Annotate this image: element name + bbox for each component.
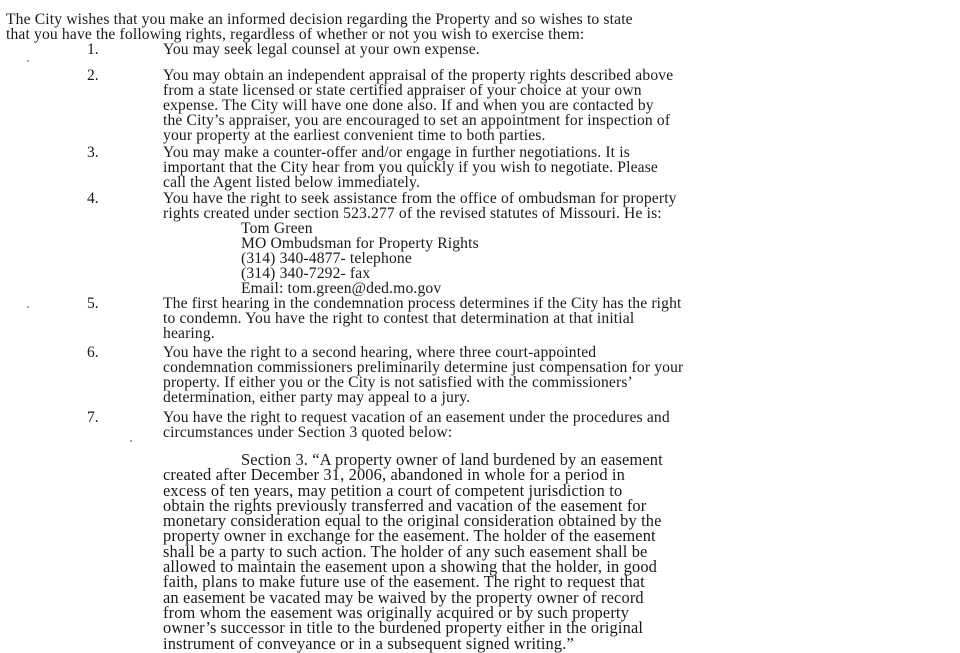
item-number: 5. bbox=[87, 295, 99, 312]
contact-title: MO Ombudsman for Property Rights bbox=[241, 235, 479, 252]
quote-line: allowed to maintain the easement upon a showing that the holder, in good bbox=[163, 557, 658, 577]
scan-speck bbox=[130, 440, 132, 442]
contact-fax: (314) 340-7292- fax bbox=[241, 265, 371, 282]
quote-line: Section 3. “A property owner of land burdened by an easement bbox=[241, 450, 663, 469]
quote-line: an easement be vacated may be waived by the property owner of record bbox=[163, 587, 644, 607]
item-text bbox=[163, 145, 953, 190]
section-3-quote bbox=[163, 452, 953, 651]
quote-line: shall be a party to such action. The holder of any such easement shall be bbox=[163, 541, 648, 561]
scan-speck bbox=[27, 306, 29, 308]
item-line: call the Agent listed below immediately. bbox=[163, 174, 421, 191]
item-line: You have the right to request vacation of an easement under the procedures and bbox=[163, 409, 670, 426]
item-line: rights created under section 523.277 of the revised statutes of Missouri. He is: bbox=[163, 205, 662, 222]
intro-line: that you have the following rights, regardless of whether or not you wish to exercise them: bbox=[6, 26, 585, 43]
item-number: 6. bbox=[87, 344, 99, 361]
item-line: condemnation commissioners preliminarily determine just compensation for your bbox=[163, 359, 684, 376]
item-line: circumstances under Section 3 quoted below: bbox=[163, 424, 453, 441]
item-number: 4. bbox=[87, 190, 99, 207]
scan-speck bbox=[27, 60, 29, 62]
item-text bbox=[163, 68, 953, 143]
quote-line: property owner in exchange for the easement. The holder of the easement bbox=[163, 526, 656, 546]
item-text bbox=[163, 410, 953, 440]
intro-line: The City wishes that you make an informed decision regarding the Property and so wishes to state bbox=[6, 11, 633, 28]
item-text bbox=[163, 296, 953, 341]
quote-line: from whom the easement was originally acquired or by such property bbox=[163, 602, 629, 622]
item-number: 7. bbox=[87, 409, 99, 426]
quote-line: owner’s successor in title to the burdened property either in the original bbox=[163, 618, 644, 638]
item-line: determination, either party may appeal to a jury. bbox=[163, 389, 471, 406]
contact-telephone: (314) 340-4877- telephone bbox=[241, 250, 412, 267]
intro-paragraph bbox=[6, 12, 956, 42]
item-text bbox=[163, 42, 953, 57]
item-line: important that the City hear from you quickly if you wish to negotiate. Please bbox=[163, 159, 659, 176]
item-number: 3. bbox=[87, 144, 99, 161]
item-line: your property at the earliest convenient time to both parties. bbox=[163, 127, 546, 144]
contact-email: Email: tom.green@ded.mo.gov bbox=[241, 280, 442, 297]
item-line: You have the right to a second hearing, where three court-appointed bbox=[163, 344, 597, 361]
item-text bbox=[163, 191, 953, 296]
quote-line: monetary consideration equal to the original consideration obtained by the bbox=[163, 511, 662, 531]
contact-name: Tom Green bbox=[241, 220, 313, 237]
item-line: to condemn. You have the right to contest that determination at that initial bbox=[163, 310, 635, 327]
item-line: You have the right to seek assistance from the office of ombudsman for property bbox=[163, 190, 677, 207]
item-text bbox=[163, 345, 953, 405]
quote-line: obtain the rights previously transferred and vacation of the easement for bbox=[163, 495, 647, 515]
item-line: the City’s appraiser, you are encouraged to set an appointment for inspection of bbox=[163, 112, 671, 129]
item-line: You may seek legal counsel at your own expense. bbox=[163, 41, 480, 58]
quote-line: faith, plans to make future use of the easement. The right to request that bbox=[163, 572, 645, 592]
item-line: from a state licensed or state certified appraiser of your choice at your own bbox=[163, 82, 642, 99]
ombudsman-contact-block bbox=[163, 221, 953, 296]
quote-line: excess of ten years, may petition a court of competent jurisdiction to bbox=[163, 480, 623, 500]
item-number: 1. bbox=[87, 41, 99, 58]
item-line: The first hearing in the condemnation process determines if the City has the right bbox=[163, 295, 682, 312]
quote-line: instrument of conveyance or in a subsequent signed writing.” bbox=[163, 633, 574, 653]
item-line: property. If either you or the City is not satisfied with the commissioners’ bbox=[163, 374, 633, 391]
item-number: 2. bbox=[87, 67, 99, 84]
item-line: You may obtain an independent appraisal of the property rights described above bbox=[163, 67, 674, 84]
item-line: You may make a counter-offer and/or engage in further negotiations. It is bbox=[163, 144, 630, 161]
item-line: hearing. bbox=[163, 325, 215, 342]
quote-line: created after December 31, 2006, abandoned in whole for a period in bbox=[163, 465, 625, 485]
item-line: expense. The City will have one done also. If and when you are contacted by bbox=[163, 97, 654, 114]
